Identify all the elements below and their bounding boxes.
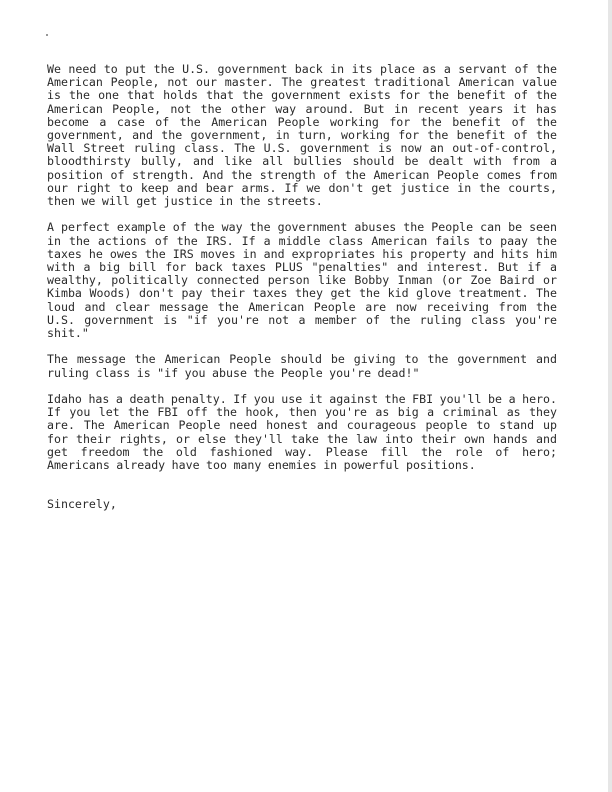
letter-body <box>47 63 557 511</box>
paragraph-3: The message the American People should be giving to the government and ruling class is "if you abuse the People you're dead!" <box>47 352 557 380</box>
closing-salutation: Sincerely, <box>47 497 117 512</box>
paragraph-4: Idaho has a death penalty. If you use it against the FBI you'll be a hero. If you let the FBI off the hook, then you're as big a criminal as they are. The American People need honest and courageous people to stand up for their rights, or else they'll take the law into their own hands and get freedom the old fashioned way. Please fill the role of hero; Americans already have too many enemies in powerful positions. <box>47 392 557 473</box>
page-edge-shadow <box>608 0 612 792</box>
paragraph-1: We need to put the U.S. government back in its place as a servant of the American People, not our master. The greatest traditional American value is the one that holds that the government exists for the benefit of the American People, not the other way around. But in recent years it has become a case of the American People working for the benefit of the government, and the government, in turn, working for the benefit of the Wall Street ruling class. The U.S. government is now an out-of-control, bloodthirsty bully, and like all bullies should be dealt with from a position of strength. And the strength of the American People comes from our right to keep and bear arms. If we don't get justice in the courts, then we will get justice in the streets. <box>47 62 557 209</box>
scan-speck <box>46 34 48 36</box>
paragraph-2: A perfect example of the way the government abuses the People can be seen in the actions of the IRS. If a middle class American fails to paay the taxes he owes the IRS moves in and expropriates his property and hits him with a big bill for back taxes PLUS "penalties" and interest. But if a wealthy, politically connected person like Bobby Inman (or Zoe Baird or Kimba Woods) don't pay their taxes they get the kid glove treatment. The loud and clear message the American People are now receiving from the U.S. government is "if you're not a member of the ruling class you're shit." <box>47 220 557 341</box>
